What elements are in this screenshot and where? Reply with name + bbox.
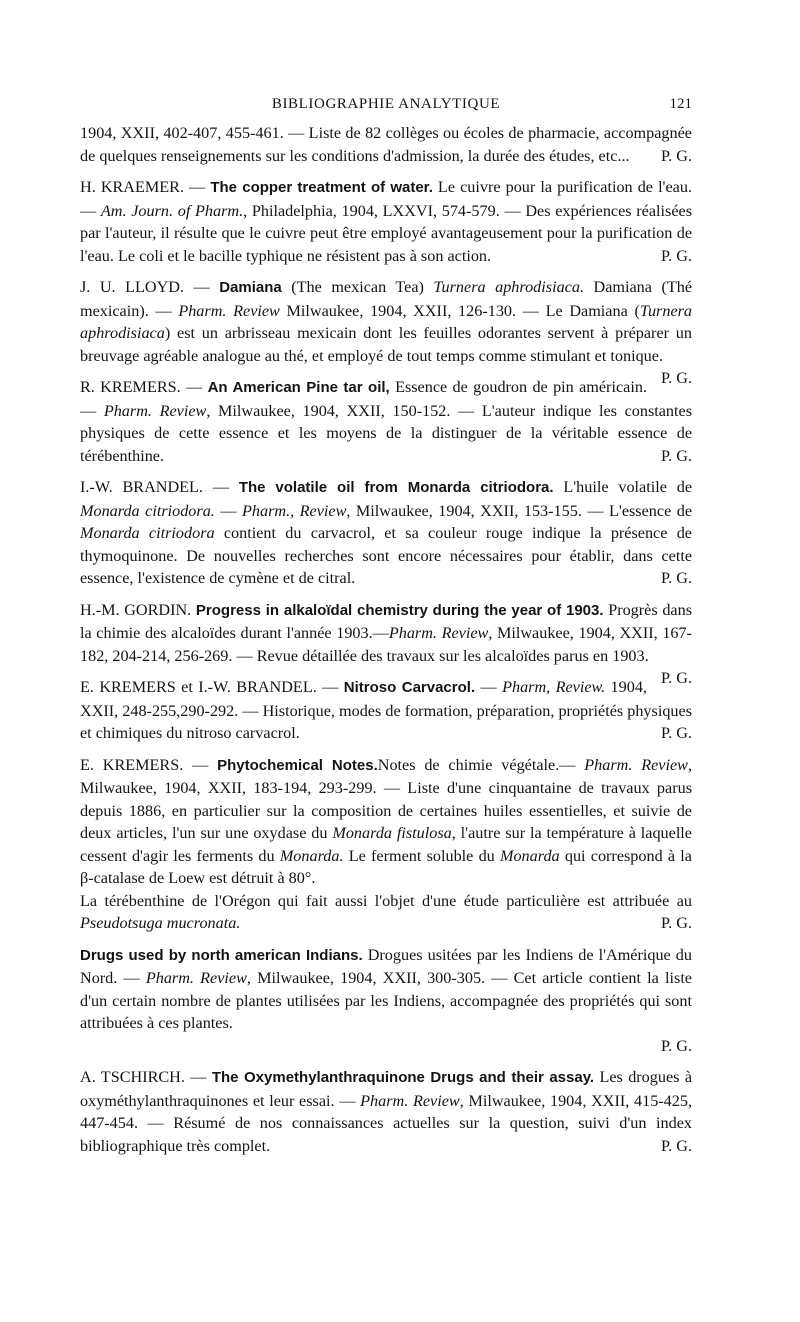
entry-text: Milwaukee, 1904, XXII, 126-130. — Le Damiana ( (279, 301, 640, 320)
entry-title: Nitroso Carvacrol. (343, 679, 476, 696)
species-name: Monarda citriodora (80, 524, 215, 542)
bibliography-entry (80, 754, 692, 935)
journal-name: Am. Journ. of Pharm. (100, 201, 244, 220)
journal-name: Pharm, Review. (502, 678, 606, 696)
entry-title: An American Pine tar oil, (207, 379, 390, 396)
entry-text: , Milwaukee, 1904, XXII, 153-155. — L'essence de (346, 501, 693, 520)
reviewer-initials: P. G. (660, 146, 692, 165)
entry-author: J. U. LLOYD. — (80, 278, 210, 296)
entry-text: , Milwaukee, 1904, XXII, 167-182, 204-214, 256-269. — Revue détaillée des travaux sur les alcaloïdes parus en 1903. (80, 624, 692, 665)
bibliography-entry (80, 476, 692, 590)
bibliography-entry (80, 1066, 692, 1157)
entry-text: Drogues usitées par les Indiens de l'Amérique du Nord. — (80, 945, 692, 987)
page-number: 121 (669, 96, 692, 112)
entry-author: E. KREMERS et I.-W. BRANDEL. — (80, 678, 339, 696)
journal-name: Pharm. Review (388, 624, 489, 642)
entry-text: — (214, 501, 237, 520)
reviewer-initials: P. G. (660, 669, 692, 687)
species-name: Pseudotsuga mucronata. (80, 914, 241, 932)
entry-text: Le ferment soluble du (343, 846, 500, 865)
entry-text: , Milwaukee, 1904, XXII, 183-194, 293-299. — Liste d'une cinquantaine de travaux parus depuis 1886, en particulier sur la composition de certaines huiles essentielles, et suivie de deux articles, l'un sur une oxydase du (80, 755, 692, 842)
running-title: BIBLIOGRAPHIE ANALYTIQUE (271, 96, 501, 112)
entry-text: Les drogues à oxyméthylanthraquinones et leur essai. — (80, 1068, 693, 1110)
journal-name: Pharm. Review (103, 401, 207, 420)
journal-name: Pharm. Review (584, 755, 688, 774)
bibliography-entry (80, 376, 692, 467)
entry-text: (The mexican Tea) (281, 278, 434, 296)
reviewer-initials: P. G. (660, 914, 692, 932)
journal-name: Pharm. Review (360, 1091, 460, 1110)
entry-text: , Milwaukee, 1904, XXII, 300-305. — Cet article contient la liste d'un certain nombre de plantes utilisées par les Indiens, accompagnée des propriétés qui sont attribuées à ces plantes. (80, 969, 692, 1032)
species-name: Monarda. (279, 846, 344, 865)
entry-author: E. KREMERS. — (80, 755, 209, 774)
entry-author: H. KRAEMER. — (80, 178, 206, 196)
entry-author: H.-M. GORDIN. (80, 600, 192, 619)
entry-text: 1904, XXII, 402-407, 455-461. — Liste de 82 collèges ou écoles de pharmacie, accompagnée de quelques renseignements sur les conditions d'admission, la durée des études, etc... (80, 124, 692, 165)
entry-title: Phytochemical Notes. (217, 756, 378, 774)
entry-text: 1904, XXII, 248-255,290-292. — Historique, modes de formation, préparation, propriétés physiques et chimiques du nitroso carvacrol. (80, 678, 692, 742)
reviewer-initials: P. G. (660, 246, 692, 265)
species-name: Monarda citriodora. (80, 501, 215, 520)
species-name: Turnera aphrodisiaca (80, 301, 693, 342)
entry-title: Damiana (219, 279, 282, 296)
entry-text: qui correspond à la β-catalase de Loew est détruit à 80°. (80, 846, 692, 887)
entry-text: , Milwaukee, 1904, XXII, 150-152. — L'auteur indique les constantes physiques de cette essence et les moyens de la distinguer de la véritable essence de térébenthine. (80, 401, 693, 465)
species-name: Monarda (499, 846, 560, 865)
bibliography-entry (80, 176, 692, 267)
entry-text: Le cuivre pour la purification de l'eau. — (80, 178, 692, 220)
entry-text: Progrès dans la chimie des alcaloïdes durant l'année 1903.— (80, 600, 692, 642)
species-name: Monarda fistulosa (332, 824, 452, 842)
page-header (80, 96, 692, 122)
bibliography-entry (80, 676, 692, 745)
reviewer-initials: P. G. (660, 569, 692, 587)
entry-title: The Oxymethylanthraquinone Drugs and their assay. (211, 1069, 595, 1086)
entry-text: ) est un arbrisseau mexicain dont les feuilles odorantes servent à préparer un breuvage agréable analogue au thé, et employé de tout temps comme stimulant et tonique. (80, 324, 692, 365)
entry-author: I.-W. BRANDEL. — (80, 478, 229, 496)
journal-name: Pharm. Review (178, 301, 280, 320)
journal-name: Pharm. Review (145, 969, 247, 987)
entry-text: , Milwaukee, 1904, XXII, 415-425, 447-454. — Résumé de nos connaissances actuelles sur la question, suivi d'un index bibliographique très complet. (80, 1091, 693, 1155)
entry-text: Damiana (Thé mexicain). — (80, 278, 693, 320)
reviewer-initials: P. G. (660, 1136, 692, 1155)
entry-text: La térébenthine de l'Orégon qui fait aussi l'objet d'une étude particulière est attribuée au (80, 891, 692, 910)
reviewer-initials: P. G. (660, 446, 692, 465)
entry-text: , Philadelphia, 1904, LXXVI, 574-579. — Des expériences réalisées par l'auteur, il résulte que le cuivre peut être employé avantageusement pour la purification de l'eau. Le coli et le bacille typhique ne résistent pas à son action. (80, 201, 693, 265)
entry-text: , l'autre sur la température à laquelle cessent d'agir les ferments du (80, 824, 692, 865)
entry-text: L'huile volatile de (553, 478, 693, 496)
reviewer-initials: P. G. (660, 724, 692, 742)
document-page (80, 96, 692, 1157)
entry-title: The volatile oil from Monarda citriodora. (238, 479, 554, 496)
reviewer-initials: P. G. (660, 1036, 692, 1055)
entry-text: contient du carvacrol, et sa couleur rouge indique la présence de thymoquinone. De nouvelles recherches sont encore nécessaires pour établir, dans cette essence, l'existence de cymène et de citral. (80, 524, 692, 587)
entry-author: A. TSCHIRCH. — (80, 1068, 207, 1086)
entry-text: Essence de goudron de pin américain. — (80, 378, 647, 420)
bibliography-entry (80, 944, 692, 1058)
entry-title: The copper treatment of water. (210, 179, 433, 196)
bibliography-entry (80, 122, 692, 167)
reviewer-initials: P. G. (660, 369, 692, 387)
entry-title: Progress in alkaloïdal chemistry during the year of 1903. (195, 601, 604, 619)
entry-title: Drugs used by north american Indians. (80, 946, 363, 964)
journal-name: Pharm., Review (242, 501, 347, 520)
entry-text: — (475, 678, 497, 696)
entry-text: Notes de chimie végétale.— (377, 755, 576, 774)
entry-author: R. KREMERS. — (80, 378, 203, 396)
species-name: Turnera aphrodisiaca. (433, 278, 584, 296)
